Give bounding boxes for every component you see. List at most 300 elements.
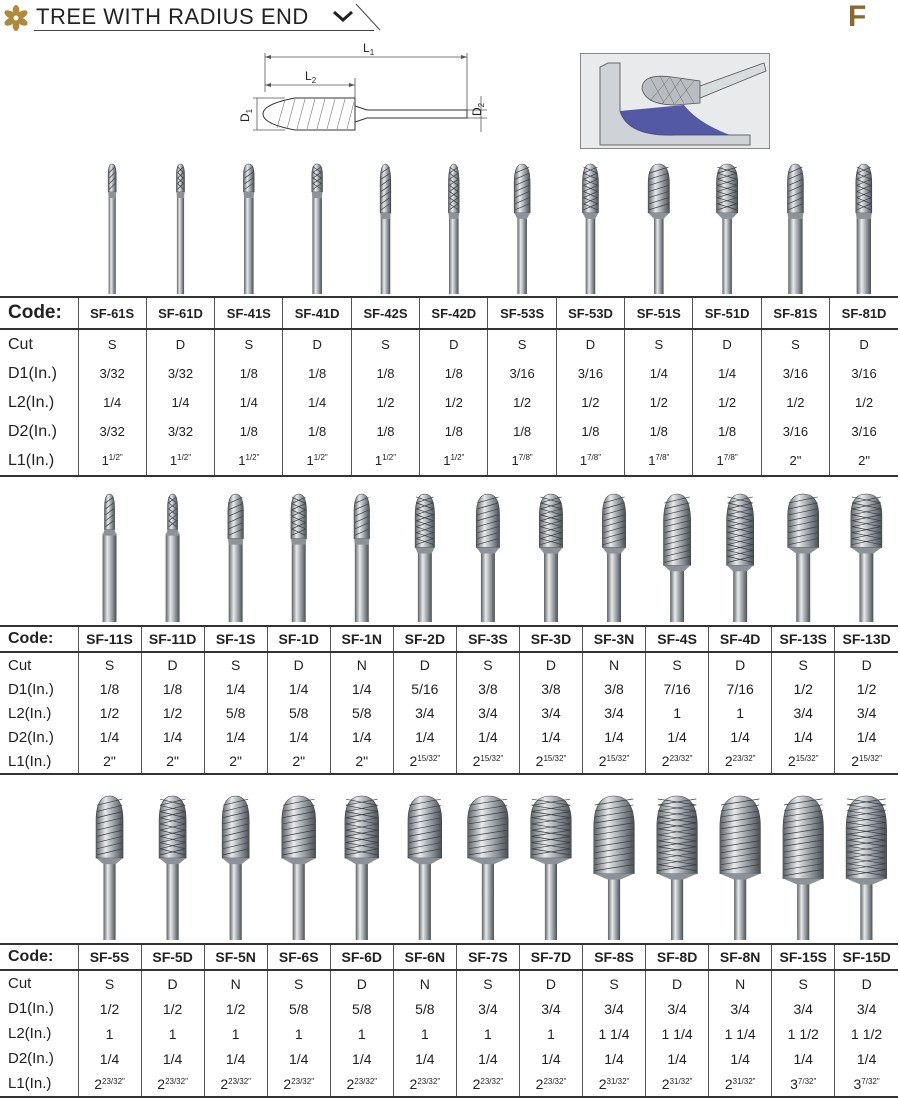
cell-code: SF-4S xyxy=(646,626,709,652)
cell-d1: 1/2 xyxy=(78,996,141,1021)
burr-tool-icon xyxy=(354,494,370,622)
burr-tool-icon xyxy=(664,494,691,622)
cell-d1: 3/4 xyxy=(456,996,519,1021)
cell-d1: 1/2 xyxy=(141,996,204,1021)
cell-d2: 3/32 xyxy=(146,417,214,446)
l1-fraction: 31/32" xyxy=(669,1076,693,1086)
cell-d2: 1/4 xyxy=(835,1046,898,1071)
cell-l1 xyxy=(267,1071,330,1097)
cell-d2: 1/4 xyxy=(519,725,582,749)
cell-code: SF-81D xyxy=(830,297,898,329)
cell-code: SF-61D xyxy=(146,297,214,329)
cell-d2: 3/16 xyxy=(761,417,829,446)
page-header xyxy=(0,0,900,36)
cell-l1 xyxy=(583,749,646,774)
cell-d1: 3/32 xyxy=(78,359,146,388)
cell-cut: D xyxy=(283,329,351,359)
l1-label: $L_1$ xyxy=(363,41,375,57)
cell-d2: 1/8 xyxy=(556,417,624,446)
cell-l2: 3/4 xyxy=(456,701,519,725)
l1-fraction: 23/32" xyxy=(480,1076,504,1086)
cell-d2: 1/4 xyxy=(709,725,772,749)
cell-l2: 1/2 xyxy=(141,701,204,725)
cell-l2: 5/8 xyxy=(267,701,330,725)
cell-code: SF-61S xyxy=(78,297,146,329)
cell-d2: 1/4 xyxy=(393,1046,456,1071)
cell-l2: 1 xyxy=(267,1021,330,1046)
cell-l1 xyxy=(141,749,204,774)
burr-tool-icon xyxy=(514,164,530,294)
cell-d2: 1/8 xyxy=(625,417,693,446)
cell-l1 xyxy=(556,446,624,476)
cell-l2: 1 xyxy=(519,1021,582,1046)
cell-d2: 1/8 xyxy=(215,417,283,446)
l1-fraction: 15/32" xyxy=(543,754,567,763)
cell-code: SF-3D xyxy=(519,626,582,652)
burr-tool-icon xyxy=(380,164,391,294)
row-label-l1: L1(In.) xyxy=(0,1071,78,1097)
application-illustration xyxy=(580,53,770,149)
l1-whole: 2 xyxy=(535,1075,544,1092)
cell-l2: 1 1/4 xyxy=(646,1021,709,1046)
cell-l1 xyxy=(835,749,898,774)
cell-code: SF-3N xyxy=(583,626,646,652)
cell-code: SF-11S xyxy=(78,626,141,652)
cell-d2: 1/4 xyxy=(646,725,709,749)
cell-d1: 5/8 xyxy=(393,996,456,1021)
cell-cut: S xyxy=(772,970,835,996)
l1-fraction: 1/2" xyxy=(450,453,465,462)
l1-whole: 3 xyxy=(853,1075,862,1092)
row-label-d1: D1(In.) xyxy=(8,364,57,382)
cell-cut: S xyxy=(78,970,141,996)
cell-l1 xyxy=(330,1071,393,1097)
cell-code: SF-8S xyxy=(583,944,646,970)
row-l1 xyxy=(0,446,898,476)
cell-l1 xyxy=(519,1071,582,1097)
cell-cut: D xyxy=(267,652,330,677)
d2-label: $D_2$ xyxy=(470,102,486,116)
cell-d1: 3/8 xyxy=(456,677,519,701)
l1-fraction: 23/32" xyxy=(165,1076,188,1086)
cell-l1 xyxy=(393,1071,456,1097)
cell-code: SF-1N xyxy=(330,626,393,652)
burr-tool-icon xyxy=(103,494,117,622)
l1-whole: 2 xyxy=(157,1075,166,1092)
cell-cut: D xyxy=(693,329,761,359)
l1-whole: 2 xyxy=(346,1075,355,1092)
row-label-l2: L2(In.) xyxy=(8,704,52,722)
l1-whole: 2" xyxy=(166,753,179,769)
cell-d1: 3/8 xyxy=(583,677,646,701)
cell-d2: 1/4 xyxy=(519,1046,582,1071)
cell-d2: 1/4 xyxy=(772,1046,835,1071)
cell-code: SF-41D xyxy=(283,297,351,329)
cell-cut: D xyxy=(519,652,582,677)
cell-cut: D xyxy=(146,329,214,359)
cell-l1 xyxy=(583,1071,646,1097)
cell-d2: 1/4 xyxy=(141,725,204,749)
burr-tool-icon xyxy=(856,164,872,294)
spec-table-2 xyxy=(0,625,898,775)
cell-code: SF-6D xyxy=(330,944,393,970)
l1-whole: 2" xyxy=(355,753,369,769)
cell-l2: 5/8 xyxy=(330,701,393,725)
cell-d2: 1/8 xyxy=(488,417,556,446)
cell-l1 xyxy=(830,446,898,476)
cell-l2: 1/2 xyxy=(625,388,693,417)
cell-l1 xyxy=(488,446,556,476)
cell-code: SF-5N xyxy=(204,944,267,970)
l1-whole: 2 xyxy=(220,1075,229,1092)
l1-fraction: 23/32" xyxy=(543,1076,567,1086)
cell-code: SF-42S xyxy=(351,297,419,329)
cell-code: SF-53D xyxy=(556,297,624,329)
l1-fraction: 15/32" xyxy=(859,754,882,763)
cell-cut: D xyxy=(556,329,624,359)
l1-whole: 1 xyxy=(511,453,519,468)
burr-tool-icon xyxy=(783,796,824,940)
l1-whole: 2 xyxy=(409,753,418,769)
l1-fraction: 7/8" xyxy=(655,453,670,462)
cell-d1: 5/8 xyxy=(330,996,393,1021)
cell-cut: D xyxy=(830,329,898,359)
l1-fraction: 7/32" xyxy=(797,1076,817,1086)
cell-code: SF-2D xyxy=(393,626,456,652)
cell-l2: 1 xyxy=(204,1021,267,1046)
cell-code: SF-1D xyxy=(267,626,330,652)
cell-l1 xyxy=(393,749,456,774)
l1-whole: 3 xyxy=(790,1075,798,1092)
cell-d1: 3/4 xyxy=(583,996,646,1021)
cell-d2: 1/4 xyxy=(78,1046,141,1071)
burr-tool-icon xyxy=(222,796,249,940)
burr-tool-icon xyxy=(176,164,184,294)
l1-fraction: 7/8" xyxy=(587,453,602,462)
cell-code: SF-1S xyxy=(204,626,267,652)
title-underline xyxy=(34,30,374,31)
cell-d2: 1/8 xyxy=(351,417,419,446)
burr-tool-icon xyxy=(159,796,186,940)
row-l2 xyxy=(0,701,898,725)
cell-d2: 3/32 xyxy=(78,417,146,446)
l1-whole: 2" xyxy=(789,453,802,468)
cell-d1: 1/4 xyxy=(267,677,330,701)
cell-l2: 1/2 xyxy=(693,388,761,417)
burr-tool-icon xyxy=(415,494,434,622)
cell-d1: 1/8 xyxy=(351,359,419,388)
burr-tool-icon xyxy=(476,494,499,622)
l1-whole: 2 xyxy=(409,1075,418,1092)
l1-whole: 1 xyxy=(101,453,109,468)
l1-whole: 2" xyxy=(858,453,870,468)
l1-fraction: 31/32" xyxy=(732,1076,756,1086)
l1-fraction: 1/2" xyxy=(245,453,260,462)
cell-d1: 3/4 xyxy=(772,996,835,1021)
cell-d2: 1/4 xyxy=(646,1046,709,1071)
cell-l2: 1 xyxy=(709,701,772,725)
cell-d2: 1/4 xyxy=(835,725,898,749)
burr-tool-icon xyxy=(727,494,754,622)
cell-cut: D xyxy=(646,970,709,996)
cell-code: SF-6S xyxy=(267,944,330,970)
row-d1 xyxy=(0,677,898,701)
cell-d1: 3/4 xyxy=(646,996,709,1021)
l1-fraction: 7/8" xyxy=(518,453,533,462)
cell-cut: D xyxy=(519,970,582,996)
l1-fraction: 23/32" xyxy=(291,1076,315,1086)
cell-d1: 3/16 xyxy=(761,359,829,388)
row-label-d1: D1(In.) xyxy=(8,680,54,698)
cell-cut: S xyxy=(488,329,556,359)
l1-whole: 2 xyxy=(472,753,481,769)
l1-whole: 2 xyxy=(661,1075,670,1092)
l1-whole: 2 xyxy=(94,1075,102,1092)
l2-label: $L_2$ xyxy=(305,69,317,85)
cell-d2: 1/4 xyxy=(583,725,646,749)
l1-whole: 1 xyxy=(716,453,724,468)
cell-code: SF-11D xyxy=(141,626,204,652)
l1-fraction: 15/32" xyxy=(795,754,819,763)
cell-l2: 1/2 xyxy=(488,388,556,417)
cell-d1: 3/16 xyxy=(556,359,624,388)
l1-fraction: 15/32" xyxy=(417,754,441,763)
cell-cut: S xyxy=(267,970,330,996)
l1-fraction: 23/32" xyxy=(354,1076,378,1086)
cell-d1: 3/4 xyxy=(519,996,582,1021)
cell-l1 xyxy=(78,749,141,774)
cell-l1 xyxy=(78,446,146,476)
cell-code: SF-51D xyxy=(693,297,761,329)
cell-l2: 1/2 xyxy=(830,388,898,417)
cell-cut: D xyxy=(835,652,898,677)
cell-d1: 1/2 xyxy=(204,996,267,1021)
cell-d1: 3/32 xyxy=(146,359,214,388)
l1-whole: 2 xyxy=(535,753,544,769)
l1-whole: 1 xyxy=(579,453,588,468)
cell-d2: 1/4 xyxy=(141,1046,204,1071)
cell-d2: 1/4 xyxy=(393,725,456,749)
l1-fraction: 23/32" xyxy=(228,1076,251,1086)
burr-tool-icon xyxy=(716,164,737,294)
burr-tool-icon xyxy=(539,494,562,622)
burr-tool-icon xyxy=(720,796,761,940)
burr-tool-icon xyxy=(96,796,123,940)
l1-fraction: 7/8" xyxy=(723,453,738,462)
row-label-d1: D1(In.) xyxy=(8,1000,54,1017)
row-cut xyxy=(0,329,898,359)
cell-d1: 5/8 xyxy=(267,996,330,1021)
cell-d2: 1/4 xyxy=(267,1046,330,1071)
l1-whole: 1 xyxy=(306,453,314,468)
cell-d2: 1/8 xyxy=(693,417,761,446)
cell-l1 xyxy=(283,446,351,476)
burr-tool-icon xyxy=(282,796,316,940)
row-d1 xyxy=(0,996,898,1021)
cell-l2: 3/4 xyxy=(772,701,835,725)
cell-l2: 3/4 xyxy=(393,701,456,725)
tool-photos-row-3 xyxy=(0,792,900,942)
cell-code: SF-42D xyxy=(420,297,488,329)
l1-whole: 2 xyxy=(787,753,796,769)
cell-d2: 1/8 xyxy=(283,417,351,446)
cell-l2: 5/8 xyxy=(204,701,267,725)
burr-tool-icon xyxy=(448,164,459,294)
cell-l2: 1/2 xyxy=(420,388,488,417)
cell-d2: 1/4 xyxy=(456,1046,519,1071)
cell-cut: N xyxy=(709,970,772,996)
tool-photos-row-2 xyxy=(0,490,900,624)
row-code xyxy=(0,626,898,652)
burr-tool-icon xyxy=(108,164,116,294)
cell-d2: 1/4 xyxy=(267,725,330,749)
burr-tool-icon xyxy=(291,494,307,622)
cell-code: SF-3S xyxy=(456,626,519,652)
cell-l1 xyxy=(215,446,283,476)
cell-code: SF-13D xyxy=(835,626,898,652)
row-label-l1: L1(In.) xyxy=(0,749,78,774)
cell-l2: 1/2 xyxy=(78,701,141,725)
row-l2 xyxy=(0,388,898,417)
cell-cut: N xyxy=(393,970,456,996)
cell-l2: 1/4 xyxy=(283,388,351,417)
cell-l1 xyxy=(646,749,709,774)
cell-l1 xyxy=(709,749,772,774)
row-cut xyxy=(0,652,898,677)
cell-d1: 5/16 xyxy=(393,677,456,701)
l1-fraction: 1/2" xyxy=(177,453,192,462)
burr-tool-icon xyxy=(788,494,819,622)
cell-code: SF-81S xyxy=(761,297,829,329)
burr-tool-icon xyxy=(345,796,379,940)
cell-d1: 3/8 xyxy=(519,677,582,701)
l1-whole: 2 xyxy=(283,1075,292,1092)
cell-d1: 3/16 xyxy=(488,359,556,388)
burr-tool-icon xyxy=(787,164,803,294)
cell-cut: D xyxy=(141,652,204,677)
cell-d1: 3/4 xyxy=(835,996,898,1021)
cell-d2: 1/4 xyxy=(204,725,267,749)
cell-cut: S xyxy=(351,329,419,359)
cell-l1 xyxy=(351,446,419,476)
cell-d1: 3/16 xyxy=(830,359,898,388)
l1-fraction: 23/32" xyxy=(102,1076,125,1086)
burr-tool-icon xyxy=(648,164,669,294)
row-label-d2: D2(In.) xyxy=(8,728,54,746)
cell-l2: 1/4 xyxy=(78,388,146,417)
cell-l2: 3/4 xyxy=(583,701,646,725)
burr-tool-icon xyxy=(602,494,625,622)
section-letter: F xyxy=(848,0,867,33)
cell-l2: 1/2 xyxy=(556,388,624,417)
cell-cut: S xyxy=(761,329,829,359)
cell-l1 xyxy=(330,749,393,774)
cell-d1: 1/8 xyxy=(283,359,351,388)
row-d2 xyxy=(0,725,898,749)
cell-d1: 3/4 xyxy=(709,996,772,1021)
row-d2 xyxy=(0,1046,898,1071)
l1-whole: 2 xyxy=(472,1075,481,1092)
cell-l2: 1/2 xyxy=(761,388,829,417)
burr-tool-icon xyxy=(594,796,635,940)
l1-fraction: 1/2" xyxy=(382,453,397,462)
cell-cut: S xyxy=(772,652,835,677)
cell-cut: D xyxy=(709,652,772,677)
cell-cut: S xyxy=(625,329,693,359)
cell-code: SF-53S xyxy=(488,297,556,329)
cell-l2: 1 xyxy=(330,1021,393,1046)
row-label-cut: Cut xyxy=(8,656,32,674)
chevron-down-icon xyxy=(326,2,382,32)
l1-fraction: 15/32" xyxy=(606,754,630,763)
cell-l1 xyxy=(761,446,829,476)
cell-cut: N xyxy=(330,652,393,677)
cell-code: SF-15S xyxy=(772,944,835,970)
cell-d1: 7/16 xyxy=(709,677,772,701)
spec-table-3 xyxy=(0,943,898,1098)
cell-l1 xyxy=(693,446,761,476)
cell-code: SF-5D xyxy=(141,944,204,970)
cell-d2: 1/4 xyxy=(583,1046,646,1071)
row-code xyxy=(0,297,898,329)
burr-tool-icon xyxy=(244,164,255,294)
row-label-d2: D2(In.) xyxy=(8,1050,54,1067)
cell-d2: 1/4 xyxy=(78,725,141,749)
cell-d1: 1/8 xyxy=(215,359,283,388)
burr-tool-icon xyxy=(468,796,509,940)
cell-l2: 1 xyxy=(393,1021,456,1046)
row-l2 xyxy=(0,1021,898,1046)
l1-fraction: 31/32" xyxy=(606,1076,630,1086)
l1-whole: 1 xyxy=(374,453,383,468)
row-label-cut: Cut xyxy=(8,335,33,353)
burr-tool-icon xyxy=(657,796,698,940)
cell-d2: 1/8 xyxy=(420,417,488,446)
cell-l1 xyxy=(204,749,267,774)
spec-table-1 xyxy=(0,296,898,477)
row-label-cut: Cut xyxy=(8,975,32,992)
cell-d1: 1/4 xyxy=(625,359,693,388)
cell-l1 xyxy=(456,749,519,774)
l1-fraction: 23/32" xyxy=(732,754,756,763)
cell-code: SF-5S xyxy=(78,944,141,970)
cell-l1 xyxy=(709,1071,772,1097)
cell-code: SF-41S xyxy=(215,297,283,329)
l1-whole: 2 xyxy=(661,753,670,769)
l1-fraction: 23/32" xyxy=(669,754,693,763)
cell-cut: N xyxy=(583,652,646,677)
cell-d1: 7/16 xyxy=(646,677,709,701)
cell-l2: 1 1/4 xyxy=(709,1021,772,1046)
cell-code: SF-7S xyxy=(456,944,519,970)
page-title: TREE WITH RADIUS END xyxy=(36,4,309,29)
l1-fraction: 1/2" xyxy=(108,453,123,462)
burr-tool-icon xyxy=(582,164,598,294)
cell-d2: 3/16 xyxy=(830,417,898,446)
cell-code: SF-15D xyxy=(835,944,898,970)
cell-cut: D xyxy=(420,329,488,359)
row-label-d2: D2(In.) xyxy=(8,422,57,440)
burr-tool-icon xyxy=(531,796,572,940)
l1-whole: 1 xyxy=(169,453,178,468)
l1-whole: 1 xyxy=(648,453,656,468)
cell-d1: 1/4 xyxy=(330,677,393,701)
cell-cut: D xyxy=(393,652,456,677)
cell-l1 xyxy=(420,446,488,476)
row-l1 xyxy=(0,1071,898,1097)
cell-cut: D xyxy=(141,970,204,996)
l1-whole: 2 xyxy=(724,1075,733,1092)
